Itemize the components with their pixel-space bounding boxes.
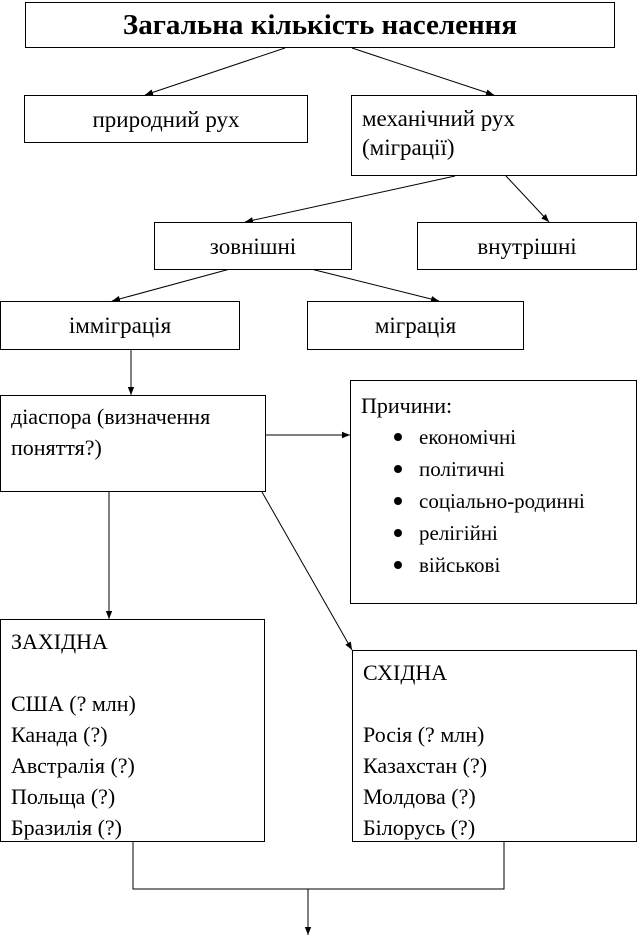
arrow-title-to-mechanical (352, 48, 494, 95)
arrow-mechanical-to-external (245, 176, 455, 222)
natural-movement-text: природний рух (92, 106, 240, 132)
immigration-box (0, 301, 240, 350)
diaspora-line2: поняття?) (11, 435, 102, 460)
reasons-heading: Причини: (361, 393, 453, 418)
internal-text: внутрішні (477, 233, 577, 259)
diaspora-box (0, 395, 266, 492)
arrow-diaspora-to-eastern (262, 492, 352, 650)
mechanical-line2: (міграції) (362, 135, 455, 160)
reasons-list (361, 421, 636, 581)
western-item: Австралія (?) (11, 753, 135, 778)
immigration-text: імміграція (68, 313, 172, 338)
mechanical-line1: механічний рух (362, 106, 516, 131)
western-heading: ЗАХІДНА (11, 629, 108, 654)
western-diaspora-box (0, 619, 265, 842)
internal-box (417, 222, 637, 270)
arrow-external-to-migration (311, 269, 439, 301)
natural-movement-box (24, 95, 308, 143)
external-box (154, 222, 352, 270)
eastern-item: Росія (? млн) (363, 722, 485, 747)
western-item: США (? млн) (11, 691, 136, 716)
migration-text: міграція (374, 313, 457, 338)
title-text: Загальна кількість населення (122, 8, 518, 41)
diaspora-line1: діаспора (визначення (11, 404, 211, 429)
arrow-title-to-natural (145, 48, 285, 95)
migration-box (307, 301, 524, 350)
reasons-box (350, 380, 637, 604)
reason-item: соціально-родинні (361, 485, 636, 517)
bullet-icon (394, 529, 402, 537)
eastern-item: Білорусь (?) (363, 815, 476, 840)
mechanical-movement-box (351, 95, 637, 176)
reason-item: політичні (361, 453, 636, 485)
eastern-item: Молдова (?) (363, 784, 476, 809)
bullet-icon (394, 465, 402, 473)
eastern-item: Казахстан (?) (363, 753, 488, 778)
reason-item: військові (361, 549, 636, 581)
arrow-external-to-immigration (112, 269, 230, 301)
bullet-icon (394, 561, 402, 569)
title-box (25, 2, 615, 48)
arrow-mechanical-to-internal (506, 176, 549, 222)
eastern-diaspora-box (352, 650, 637, 842)
bottom-connector (133, 842, 504, 889)
western-item: Бразилія (?) (11, 815, 122, 840)
bullet-icon (394, 433, 402, 441)
bullet-icon (394, 497, 402, 505)
eastern-heading: СХІДНА (363, 660, 448, 685)
western-item: Канада (?) (11, 722, 108, 747)
western-item: Польща (?) (11, 784, 116, 809)
reason-item: релігійні (361, 517, 636, 549)
external-text: зовнішні (209, 233, 297, 259)
reason-item: економічні (361, 421, 636, 453)
